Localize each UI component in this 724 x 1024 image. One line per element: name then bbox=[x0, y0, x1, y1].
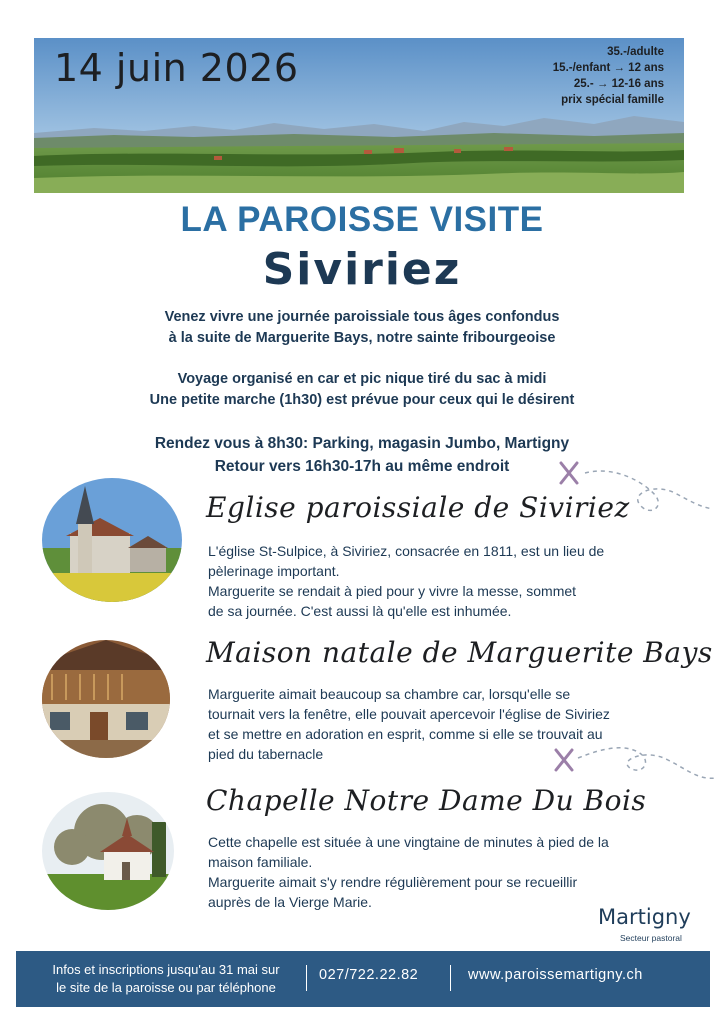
price-adult: 35.-/adulte bbox=[607, 46, 664, 58]
logo-name: Martigny bbox=[598, 905, 691, 929]
price-family: prix spécial famille bbox=[561, 94, 664, 106]
meeting-line: Rendez vous à 8h30: Parking, magasin Jumbo, Martigny bbox=[154, 435, 570, 452]
section-text-chapel bbox=[208, 832, 609, 912]
section-text-house bbox=[208, 684, 610, 764]
chapel-photo bbox=[42, 792, 174, 910]
section-title-church: Eglise paroissiale de Siviriez bbox=[206, 491, 630, 524]
text-line: pèlerinage important. bbox=[208, 563, 340, 579]
price-list bbox=[553, 44, 664, 108]
text-line: pied du tabernacle bbox=[208, 746, 324, 762]
footer-phone[interactable]: 027/722.22.82 bbox=[319, 967, 419, 983]
text-line: tournait vers la fenêtre, elle pouvait apercevoir l'église de Siviriez bbox=[208, 706, 610, 722]
footer-divider bbox=[450, 965, 451, 991]
section-title-house: Maison natale de Marguerite Bays bbox=[206, 636, 713, 669]
text-line: Marguerite aimait s'y rendre régulièrement pour se recueillir bbox=[208, 874, 578, 890]
intro-line: à la suite de Marguerite Bays, notre sainte fribourgeoise bbox=[168, 330, 556, 346]
place-title: Siviriez bbox=[262, 244, 462, 295]
header-banner bbox=[34, 38, 684, 193]
footer-info bbox=[26, 961, 306, 997]
intro-line: Une petite marche (1h30) est prévue pour ceux qui le désirent bbox=[149, 392, 575, 408]
section-title-chapel: Chapelle Notre Dame Du Bois bbox=[206, 784, 647, 817]
text-line: Cette chapelle est située à une vingtaine de minutes à pied de la bbox=[208, 834, 609, 850]
meeting-line: Retour vers 16h30-17h au même endroit bbox=[214, 458, 510, 475]
intro-paragraph-1 bbox=[0, 307, 724, 349]
house-photo bbox=[42, 640, 170, 758]
main-title: LA PAROISSE VISITE bbox=[180, 200, 544, 239]
price-teen: 25.- → 12-16 ans bbox=[573, 78, 664, 90]
text-line: et se mettre en adoration en esprit, comme si elle se trouvait au bbox=[208, 726, 603, 742]
footer-divider bbox=[306, 965, 307, 991]
logo-subtitle: Secteur pastoral bbox=[620, 933, 682, 943]
text-line: maison familiale. bbox=[208, 854, 313, 870]
martigny-logo bbox=[598, 905, 698, 947]
footer-info-line: Infos et inscriptions jusqu'au 31 mai sur bbox=[52, 962, 280, 977]
text-line: Marguerite se rendait à pied pour y vivre la messe, sommet bbox=[208, 583, 577, 599]
event-date: 14 juin 2026 bbox=[54, 46, 299, 90]
intro-paragraph-2 bbox=[0, 369, 724, 411]
text-line: de sa journée. C'est aussi là qu'elle est inhumée. bbox=[208, 603, 512, 619]
footer-bar bbox=[16, 951, 710, 1007]
text-line: Marguerite aimait beaucoup sa chambre car, lorsqu'elle se bbox=[208, 686, 571, 702]
intro-line: Voyage organisé en car et pic nique tiré du sac à midi bbox=[177, 371, 547, 387]
text-line: auprès de la Vierge Marie. bbox=[208, 894, 372, 910]
cross-mark-icon bbox=[561, 463, 577, 483]
church-photo bbox=[42, 478, 182, 602]
intro-line: Venez vivre une journée paroissiale tous âges confondus bbox=[164, 309, 560, 325]
price-child: 15.-/enfant → 12 ans bbox=[552, 62, 664, 74]
text-line: L'église St-Sulpice, à Siviriez, consacrée en 1811, est un lieu de bbox=[208, 543, 605, 559]
section-text-church bbox=[208, 541, 604, 621]
footer-website-link[interactable]: www.paroissemartigny.ch bbox=[468, 967, 643, 983]
footer-info-line: le site de la paroisse ou par téléphone bbox=[56, 980, 276, 995]
